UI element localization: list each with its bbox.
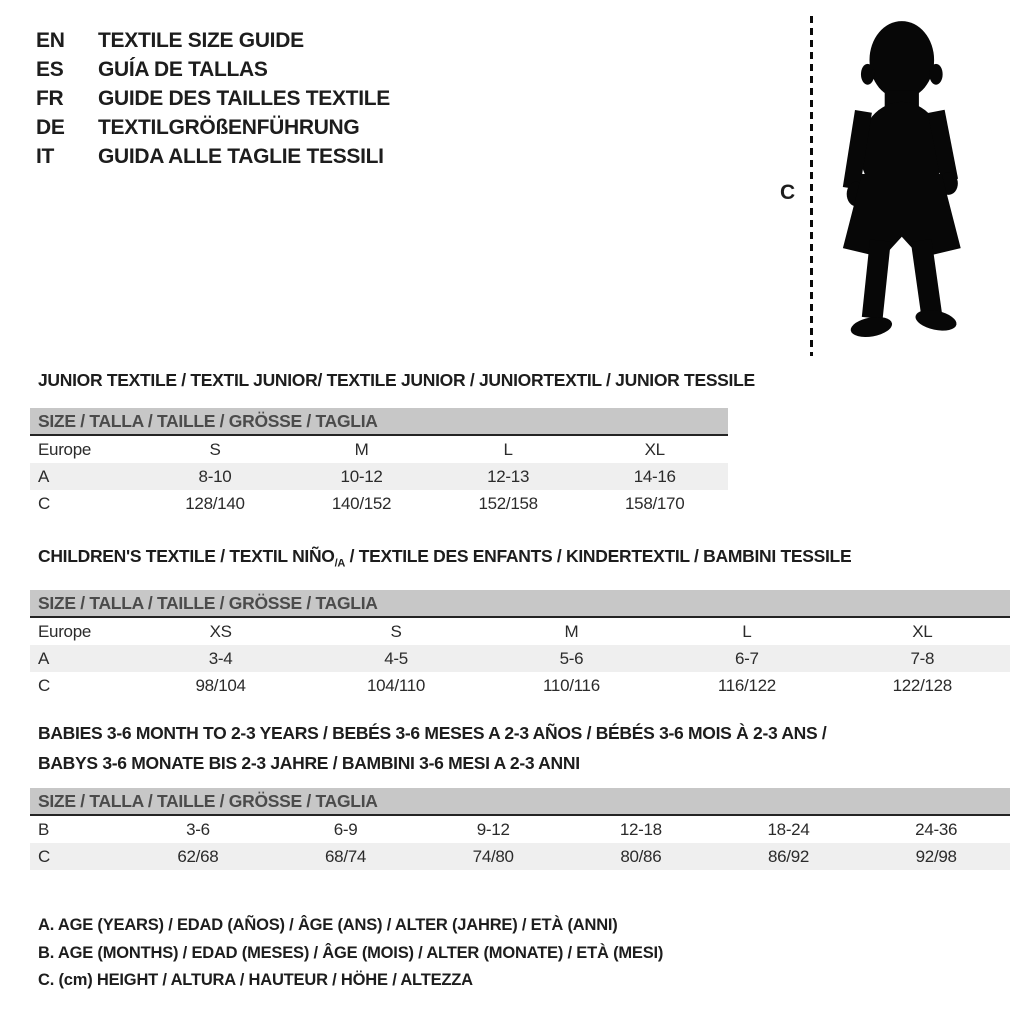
row-label: C	[38, 846, 50, 866]
children-title-prefix: CHILDREN'S TEXTILE / TEXTIL NIÑO	[38, 546, 335, 566]
language-title: TEXTILE SIZE GUIDE	[98, 28, 304, 52]
language-code: EN	[36, 28, 65, 52]
table-row-europe	[30, 436, 728, 463]
size-cell: 110/116	[543, 675, 600, 695]
row-label: Europe	[38, 439, 92, 459]
children-section-title	[38, 546, 851, 570]
size-cell: 9-12	[476, 819, 510, 839]
size-cell: 12-18	[619, 819, 662, 839]
size-cell: 152/158	[478, 493, 538, 513]
babies-title-line1: BABIES 3-6 MONTH TO 2-3 YEARS / BEBÉS 3-6 MESES A 2-3 AÑOS / BÉBÉS 3-6 MOIS À 2-3 ANS /	[38, 723, 827, 743]
size-cell: L	[503, 439, 513, 459]
language-code: ES	[36, 57, 64, 81]
language-row-it	[36, 142, 390, 171]
height-dashed-line	[810, 16, 813, 356]
size-cell: 7-8	[910, 648, 935, 668]
size-cell: 92/98	[915, 846, 957, 866]
junior-section-title: JUNIOR TEXTILE / TEXTIL JUNIOR/ TEXTILE JUNIOR / JUNIORTEXTIL / JUNIOR TESSILE	[38, 370, 755, 390]
row-label: B	[38, 819, 50, 839]
row-label: Europe	[38, 621, 92, 641]
size-cell: XL	[644, 439, 665, 459]
language-code: IT	[36, 144, 55, 168]
row-label: C	[38, 675, 50, 695]
language-title: TEXTILGRÖßENFÜHRUNG	[98, 115, 360, 139]
size-cell: 62/68	[177, 846, 219, 866]
children-size-table	[30, 590, 1010, 699]
size-cell: 80/86	[620, 846, 662, 866]
size-cell: L	[742, 621, 752, 641]
height-measure-label: C	[780, 181, 796, 204]
size-cell: 128/140	[185, 493, 245, 513]
footnote-legend	[38, 912, 663, 995]
size-cell: 98/104	[195, 675, 246, 695]
table-row-height	[30, 672, 1010, 699]
language-title: GUÍA DE TALLAS	[98, 57, 268, 81]
babies-title-line2: BABYS 3-6 MONATE BIS 2-3 JAHRE / BAMBINI 3-6 MESI A 2-3 ANNI	[38, 753, 580, 773]
language-row-es	[36, 55, 390, 84]
babies-size-table	[30, 788, 1010, 870]
size-cell: 3-4	[208, 648, 233, 668]
language-code: FR	[36, 86, 64, 110]
size-cell: 122/128	[892, 675, 952, 695]
language-title: GUIDE DES TAILLES TEXTILE	[98, 86, 390, 110]
row-label: C	[38, 493, 50, 513]
table-row-age-months	[30, 816, 1010, 843]
size-cell: XL	[912, 621, 933, 641]
children-title-suffix: / TEXTILE DES ENFANTS / KINDERTEXTIL / BAMBINI TESSILE	[345, 546, 852, 566]
footnote-a: A. AGE (YEARS) / EDAD (AÑOS) / ÂGE (ANS) / ALTER (JAHRE) / ETÀ (ANNI)	[38, 916, 618, 934]
babies-section-title	[38, 718, 827, 778]
language-row-de	[36, 113, 390, 142]
language-row-en	[36, 26, 390, 55]
toddler-silhouette-icon	[822, 10, 974, 358]
size-cell: 5-6	[559, 648, 584, 668]
size-cell: 86/92	[767, 846, 810, 866]
size-cell: 14-16	[633, 466, 676, 486]
language-legend	[36, 26, 390, 171]
size-cell: 74/80	[472, 846, 514, 866]
children-title-sub: /A	[334, 557, 346, 570]
size-cell: M	[354, 439, 369, 459]
table-row-height	[30, 843, 1010, 870]
language-title: GUIDA ALLE TAGLIE TESSILI	[98, 144, 384, 168]
language-code: DE	[36, 115, 65, 139]
size-cell: 18-24	[767, 819, 810, 839]
table-row-height	[30, 490, 728, 517]
children-table-header: SIZE / TALLA / TAILLE / GRÖSSE / TAGLIA	[30, 590, 1010, 618]
table-row-europe	[30, 618, 1010, 645]
size-cell: XS	[209, 621, 232, 641]
size-cell: 140/152	[331, 493, 392, 513]
size-cell: 10-12	[340, 466, 383, 486]
language-row-fr	[36, 84, 390, 113]
footnote-c: C. (cm) HEIGHT / ALTURA / HAUTEUR / HÖHE / ALTEZZA	[38, 971, 473, 989]
row-label: A	[38, 466, 50, 486]
size-cell: S	[209, 439, 221, 459]
size-cell: 3-6	[186, 819, 210, 839]
row-label: A	[38, 648, 50, 668]
junior-size-table	[30, 408, 728, 517]
size-cell: 6-9	[333, 819, 358, 839]
size-cell: 6-7	[735, 648, 759, 668]
size-cell: 8-10	[198, 466, 232, 486]
size-cell: M	[564, 621, 579, 641]
junior-table-header: SIZE / TALLA / TAILLE / GRÖSSE / TAGLIA	[30, 408, 728, 436]
size-cell: 104/110	[366, 675, 426, 695]
size-cell: 68/74	[325, 846, 367, 866]
size-cell: 116/122	[717, 675, 776, 695]
table-row-age	[30, 463, 728, 490]
size-cell: 12-13	[487, 466, 530, 486]
footnote-b: B. AGE (MONTHS) / EDAD (MESES) / ÂGE (MOIS) / ALTER (MONATE) / ETÀ (MESI)	[38, 943, 664, 962]
babies-table-header: SIZE / TALLA / TAILLE / GRÖSSE / TAGLIA	[30, 788, 1010, 816]
size-cell: 24-36	[915, 819, 958, 839]
size-cell: 158/170	[625, 493, 685, 513]
table-row-age	[30, 645, 1010, 672]
size-cell: 4-5	[384, 648, 408, 668]
size-cell: S	[390, 621, 402, 641]
